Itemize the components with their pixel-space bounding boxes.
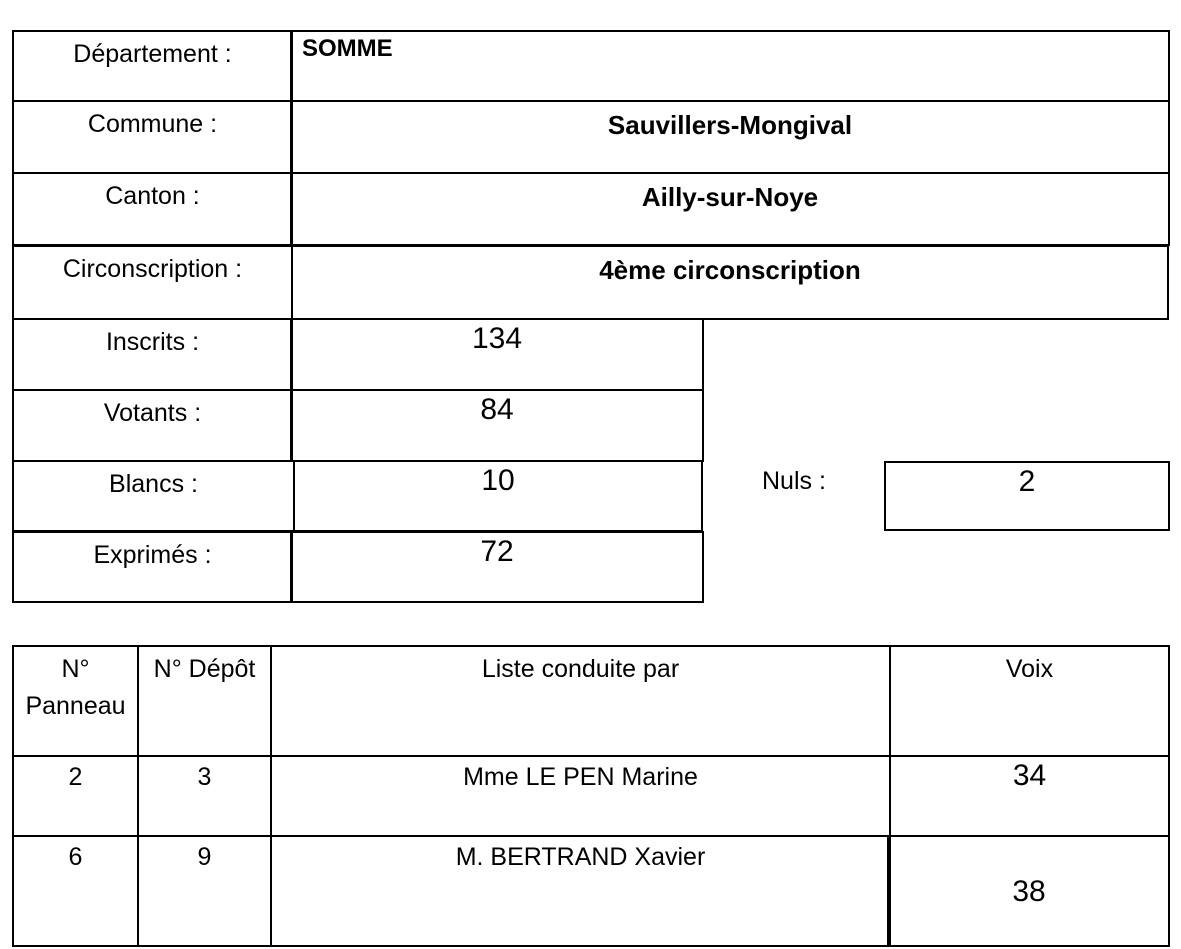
table-row-2-panneau: 6 [12, 835, 139, 947]
departement-label: Département : [12, 30, 293, 102]
table-row-2-liste: M. BERTRAND Xavier [270, 835, 891, 947]
table-row-1-liste: Mme LE PEN Marine [270, 755, 891, 837]
inscrits-label: Inscrits : [12, 318, 293, 391]
col-header-liste: Liste conduite par [270, 645, 891, 757]
exprimes-value: 72 [290, 531, 704, 603]
table-row-2-voix: 38 [887, 835, 1170, 947]
table-row-1-depot: 3 [137, 755, 272, 837]
table-row-2-depot: 9 [137, 835, 272, 947]
inscrits-value: 134 [290, 318, 704, 391]
table-row-1-panneau: 2 [12, 755, 139, 837]
departement-value: SOMME [290, 30, 1170, 102]
exprimes-label: Exprimés : [12, 531, 293, 603]
commune-label: Commune : [12, 100, 293, 174]
canton-value: Ailly-sur-Noye [290, 172, 1170, 246]
blancs-value: 10 [293, 460, 703, 532]
nuls-value: 2 [884, 461, 1170, 531]
blancs-label: Blancs : [12, 460, 295, 532]
circonscription-label: Circonscription : [12, 245, 293, 320]
nuls-label: Nuls : [762, 467, 826, 495]
col-header-depot: N° Dépôt [137, 645, 272, 757]
commune-value: Sauvillers-Mongival [290, 100, 1170, 174]
table-row-1-voix: 34 [889, 755, 1170, 837]
votants-label: Votants : [12, 389, 293, 462]
col-header-voix: Voix [889, 645, 1170, 757]
votants-value: 84 [290, 389, 704, 462]
canton-label: Canton : [12, 172, 293, 246]
col-header-panneau: N° Panneau [12, 645, 139, 757]
circonscription-value: 4ème circonscription [291, 245, 1169, 320]
